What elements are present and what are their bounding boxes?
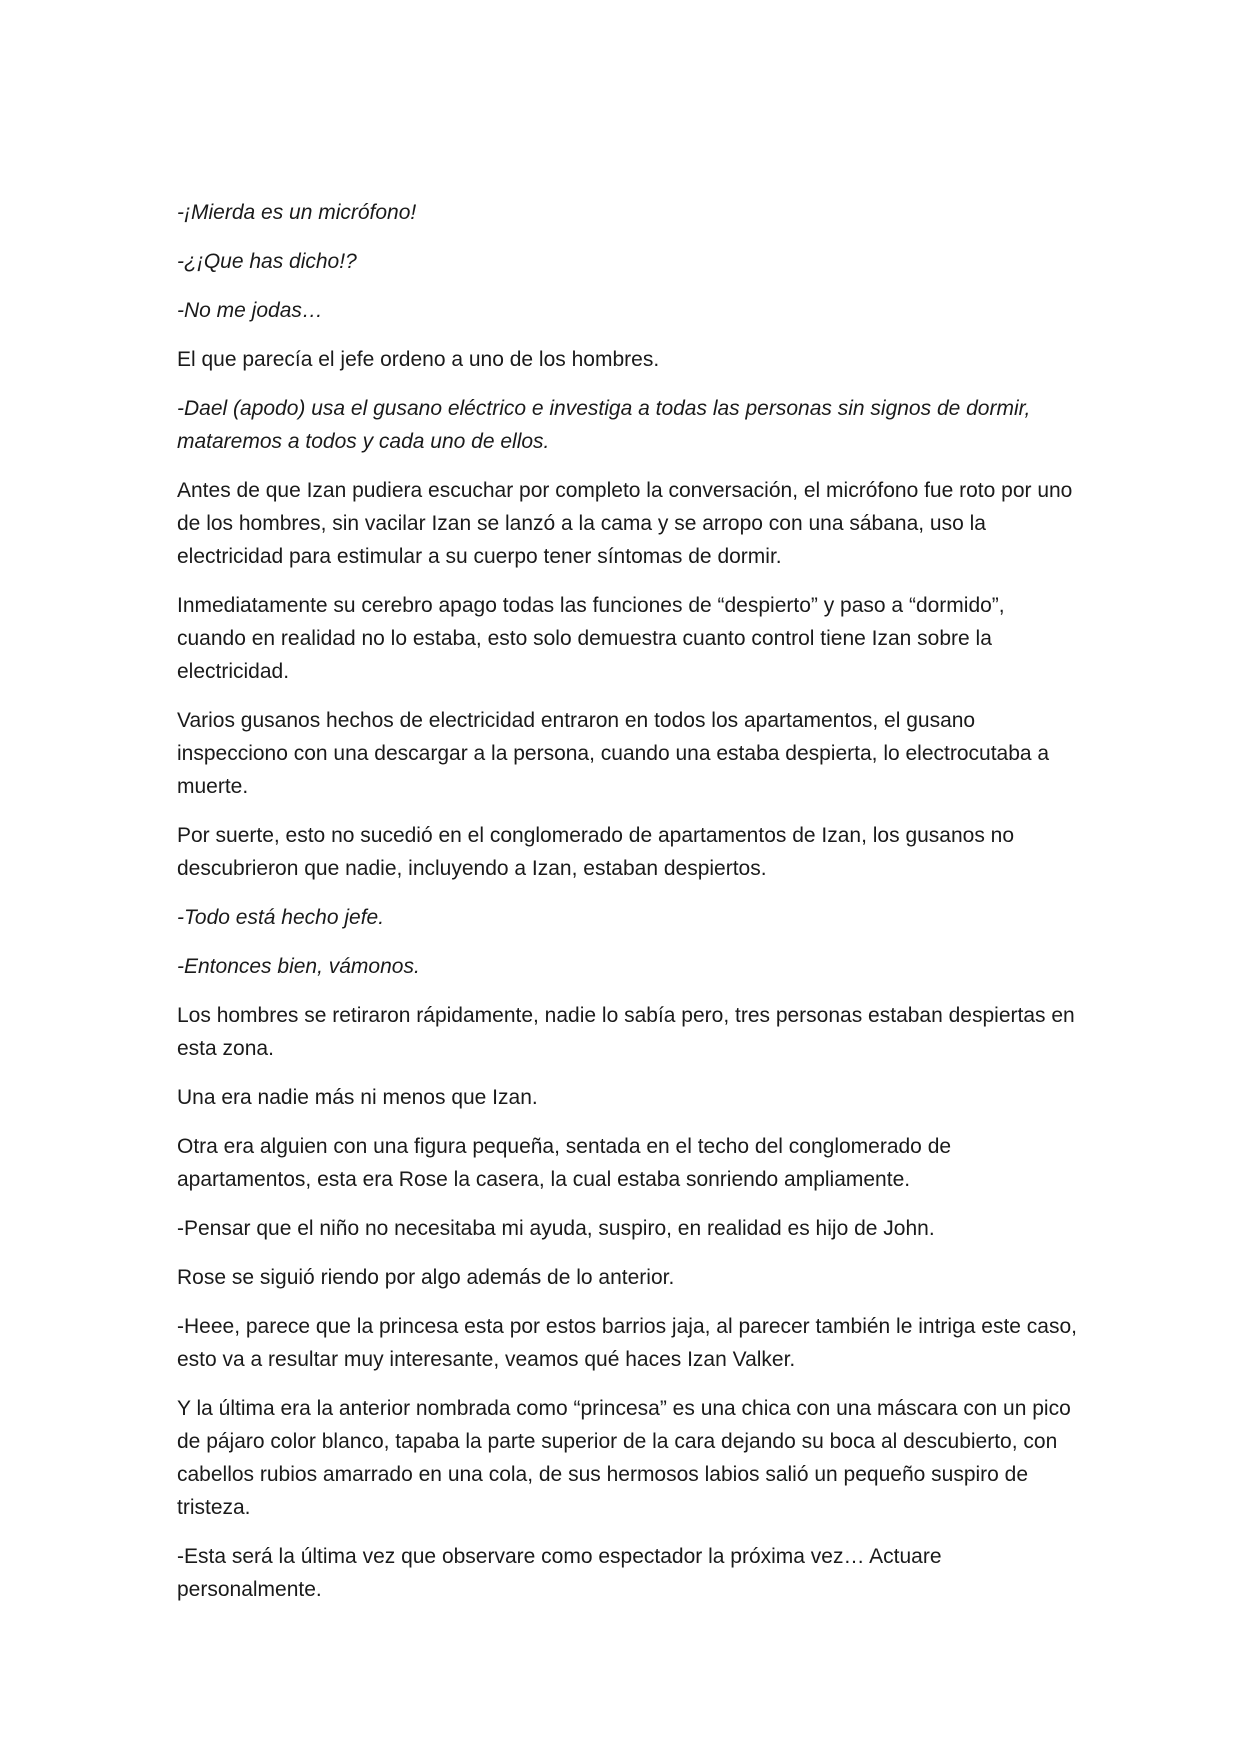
narrative-paragraph: Inmediatamente su cerebro apago todas las funciones de “despierto” y paso a “dormido”, cuando en realidad no lo estaba, esto solo demuestra cuanto control tiene Izan sobre la electricidad. xyxy=(177,594,1005,683)
narrative-paragraph: Varios gusanos hechos de electricidad entraron en todos los apartamentos, el gusano inspecciono con una descargar a la persona, cuando una estaba despierta, lo electrocutaba a muerte. xyxy=(177,709,1050,798)
dialogue-line: -Heee, parece que la princesa esta por estos barrios jaja, al parecer también le intriga este caso, esto va a resultar muy interesante, veamos qué haces Izan Valker. xyxy=(177,1315,1077,1371)
dialogue-line: -¿¡Que has dicho!? xyxy=(177,250,357,273)
narrative-paragraph: Rose se siguió riendo por algo además de lo anterior. xyxy=(177,1266,675,1289)
dialogue-line: -Dael (apodo) usa el gusano eléctrico e investiga a todas las personas sin signos de dormir, mataremos a todos y cada uno de ellos. xyxy=(177,397,1031,453)
narrative-paragraph: El que parecía el jefe ordeno a uno de los hombres. xyxy=(177,348,660,371)
narrative-paragraph: Los hombres se retiraron rápidamente, nadie lo sabía pero, tres personas estaban despiertas en esta zona. xyxy=(177,1004,1075,1060)
narrative-paragraph: Y la última era la anterior nombrada como “princesa” es una chica con una máscara con un pico de pájaro color blanco, tapaba la parte superior de la cara dejando su boca al descubierto, con cabellos rubios amarrado en una cola, de sus hermosos labios salió un pequeño suspiro de tristeza. xyxy=(177,1397,1071,1519)
dialogue-line: -¡Mierda es un micrófono! xyxy=(177,201,417,224)
narrative-paragraph: Por suerte, esto no sucedió en el conglomerado de apartamentos de Izan, los gusanos no descubrieron que nadie, incluyendo a Izan, estaban despiertos. xyxy=(177,824,1015,880)
narrative-paragraph: Antes de que Izan pudiera escuchar por completo la conversación, el micrófono fue roto por uno de los hombres, sin vacilar Izan se lanzó a la cama y se arropo con una sábana, uso la electricidad para estimular a su cuerpo tener síntomas de dormir. xyxy=(177,479,1073,568)
dialogue-line: -Entonces bien, vámonos. xyxy=(177,955,420,978)
dialogue-line: -Esta será la última vez que observare como espectador la próxima vez… Actuare personalmente. xyxy=(177,1545,942,1601)
dialogue-line: -Todo está hecho jefe. xyxy=(177,906,385,929)
dialogue-line: -No me jodas… xyxy=(177,299,323,322)
narrative-paragraph: Otra era alguien con una figura pequeña, sentada en el techo del conglomerado de apartamentos, esta era Rose la casera, la cual estaba sonriendo ampliamente. xyxy=(177,1135,952,1191)
document-body xyxy=(177,196,1077,1622)
dialogue-line: -Pensar que el niño no necesitaba mi ayuda, suspiro, en realidad es hijo de John. xyxy=(177,1217,935,1240)
narrative-paragraph: Una era nadie más ni menos que Izan. xyxy=(177,1086,538,1109)
